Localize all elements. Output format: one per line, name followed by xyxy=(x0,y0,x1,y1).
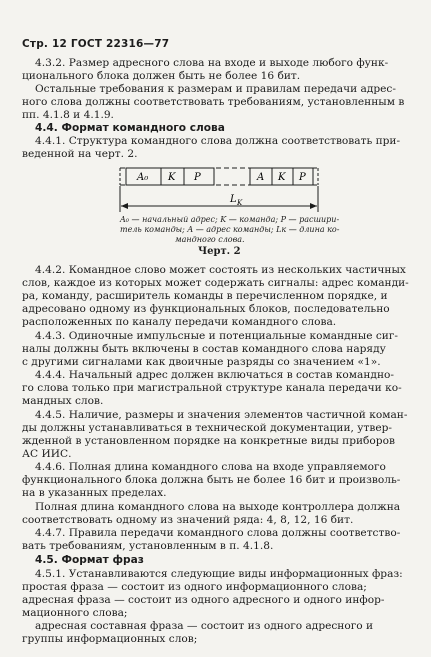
text-line: 4.4.5. Наличие, размеры и значения элементов частичной коман- xyxy=(35,409,408,421)
text-line: расположенных по каналу передачи командного слова. xyxy=(22,316,337,328)
figure-caption-line: тель команды; A — адрес команды; Lк — длина ко- xyxy=(120,225,340,234)
text-line: вать требованиям, установленным в п. 4.1.8. xyxy=(22,540,274,552)
text-line: с другими сигналами как двоичные разряды со значением «1». xyxy=(22,356,381,368)
section-heading: 4.5. Формат фраз xyxy=(35,554,144,566)
cell-k: K xyxy=(168,172,176,183)
text-line: адресовано одному из функциональных блоков, последовательно xyxy=(22,303,390,315)
length-subscript: K xyxy=(237,199,243,207)
text-line: 4.4.4. Начальный адрес должен включаться в состав командно- xyxy=(35,369,394,381)
length-label: L xyxy=(230,194,237,205)
text-line: налы должны быть включены в состав командного слова наряду xyxy=(22,343,386,355)
text-line: го слова только при магистральной структуре канала передачи ко- xyxy=(22,382,402,394)
text-line: адресная составная фраза — состоит из одного адресного и xyxy=(35,620,374,632)
cell-k2: K xyxy=(278,172,286,183)
text-line: мационного слова; xyxy=(22,607,128,619)
cell-a: A xyxy=(257,172,265,183)
text-line: группы информационных слов; xyxy=(22,633,198,645)
cell-a0: A₀ xyxy=(137,172,149,183)
text-line: ного слова должны соответствовать требованиям, установленным в xyxy=(22,96,405,108)
page-header: Стр. 12 ГОСТ 22316—77 xyxy=(22,38,170,50)
text-line: веденной на черт. 2. xyxy=(22,148,138,160)
figure-caption-line: мандного слова. xyxy=(175,235,245,244)
text-line: 4.4.1. Структура командного слова должна соответствовать при- xyxy=(35,135,401,147)
text-line: ра, команду, расширитель команды в перечисленном порядке, и xyxy=(22,290,388,302)
text-line: Полная длина командного слова на выходе контроллера должна xyxy=(35,501,401,513)
figure-caption-line: A₀ — начальный адрес; K — команда; P — расшири- xyxy=(120,215,340,224)
text-line: жденной в установленном порядке на конкретные виды приборов xyxy=(22,435,395,447)
cell-p2: P xyxy=(299,172,306,183)
text-line: 4.3.2. Размер адресного слова на входе и выходе любого функ- xyxy=(35,57,389,69)
text-line: 4.4.2. Командное слово может состоять из нескольких частичных xyxy=(35,264,406,276)
text-line: 4.4.3. Одиночные импульсные и потенциальные командные сиг- xyxy=(35,330,398,342)
cell-p: P xyxy=(194,172,201,183)
text-line: АС ИИС. xyxy=(22,448,72,460)
text-line: на в указанных пределах. xyxy=(22,487,167,499)
text-line: ды должны устанавливаться в технической документации, утвер- xyxy=(22,422,392,434)
text-line: 4.4.7. Правила передачи командного слова должны соответство- xyxy=(35,527,401,539)
text-line: адресная фраза — состоит из одного адресного и одного инфор- xyxy=(22,594,385,606)
figure-label: Черт. 2 xyxy=(198,246,241,257)
text-line: Остальные требования к размерам и правилам передачи адрес- xyxy=(35,83,396,95)
text-line: ционального блока должен быть не более 16 бит. xyxy=(22,70,301,82)
text-line: функционального блока должна быть не более 16 бит и произволь- xyxy=(22,474,401,486)
text-line: пп. 4.1.8 и 4.1.9. xyxy=(22,109,114,121)
text-line: простая фраза — состоит из одного информационного слова; xyxy=(22,581,367,593)
text-line: соответствовать одному из значений ряда: 4, 8, 12, 16 бит. xyxy=(22,514,354,526)
text-line: 4.4.6. Полная длина командного слова на входе управляемого xyxy=(35,461,386,473)
text-line: мандных слов. xyxy=(22,395,104,407)
text-line: слов, каждое из которых может содержать сигналы: адрес команди- xyxy=(22,277,409,289)
text-line: 4.5.1. Устанавливаются следующие виды информационных фраз: xyxy=(35,568,403,580)
section-heading: 4.4. Формат командного слова xyxy=(35,122,225,134)
